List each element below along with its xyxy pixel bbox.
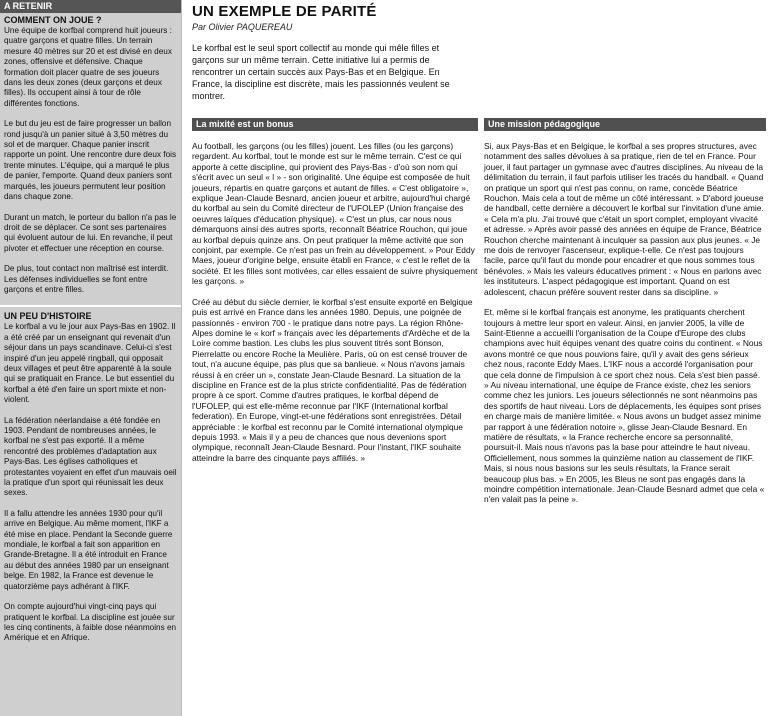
article-paragraph: Créé au début du siècle dernier, le korfbal s'est ensuite exporté en Belgique puis est arrivé en France dans les années 1980. Depuis, une poignée de passionnés - environ 700 - le pratique dans notre pays. La région Rhône-Alpes domine le « korf » français avec les départements d'Ardèche et de la Loire comme bastion. Les clubs les plus souvent titrés sont Bonson, Pierrelatte ou encore Roche la Meulière. Paris, où on est censé trouver de tout, n'a aucune équipe, pas plus que sa banlieue. « Nous n'avons jamais réussi à en créer un », constate Jean-Claude Besnard. La situation de la discipline en France est de la plus stricte confidentialité. Pas de fédération propre à ce sport. Comme d'autres pratiques, le korfbal dépend de l'UFOLEP, qui est elle-même reconnue par l'IKF (International korfbal federation). En Europe, vingt-et-une fédérations sont enregistrées. Détail appréciable : le korfbal est reconnu par le Comité international olympique depuis 1993. « Mais il y a peu de chances que nous devenions sport olympique, reconnaît Jean-Claude Besnard. Pour l'instant, l'IKF souhaite atteindre la barre des cinquante pays affiliés. » <box>192 296 473 463</box>
article-paragraph: Au football, les garçons (ou les filles) jouent. Les filles (ou les garçons) regardent. Au korfbal, tout le monde est sur le même terrain. C'est ce qui apporte à cette discipline, qui provient des Pays-Bas - d'où son nom qui s'écrit avec un seul « l » - son originalité. Une équipe est composée de huit joueurs, répartis en quatre garçons et autant de filles. « C'est obligatoire », explique Jean-Claude Besnard, ancien joueur et arbitre, aujourd'hui chargé du korfbal au sein du Comité directeur de l'UFOLEP (Union française des oeuvres laïques d'éducation physique). « C'est un plus, car nous nous démarquons ainsi des autres sports, reconnaît Béatrice Rouchon, qui joue au korfbal depuis quinze ans. On peut pratiquer la même activité que son conjoint, par exemple. Ce n'est pas un frein au développement. » Pour Eddy Maes, joueur d'origine belge, ensuite établi en France, « c'est le reflet de la société. Et les filles sont motivées, car elles essaient de suivre physiquement les garçons. » <box>192 141 478 287</box>
sidebar-section-title-history: UN PEU D'HISTOIRE <box>4 311 92 322</box>
sidebar-paragraph: Le but du jeu est de faire progresser un ballon rond jusqu'à un panier situé à 3,50 mètres du sol et de marquer. Chaque panier inscrit rapporte un point. Une rencontre dure deux fois trente minutes. L'équipe, qui a marqué le plus de panier, l'emporte. Quand deux paniers sont marqués, les joueurs permutent leur position dans chaque zone. <box>4 119 177 202</box>
left-column-heading: La mixité est un bonus <box>192 118 478 131</box>
right-column <box>484 118 766 515</box>
article-paragraph: Et, même si le korfbal français est anonyme, les pratiquants cherchent toujours à mettre leur sport en valeur. Ainsi, en janvier 2005, la ville de Saint-Etienne a accueilli l'organisation de la Coupe d'Europe des clubs champions avec huit équipes venant des quatre coins du continent. « Nous avons montré ce que nous pouvions faire, qu'il y avait des gens sérieux chez nous, raconte Eddy Maes. L'IKF nous a accordé l'organisation pour que cela donne de l'impulsion à ce sport chez nous. Cela s'est bien passé. » Au niveau international, une équipe de France existe, chez les seniors comme chez les juniors. Les joueurs sélectionnés ne sont néanmoins pas des sportifs de haut niveau. Lors de déplacements, les équipes sont prises en charge mais de manière limitée. « Nous avons un budget assez minime par rapport à une fédération notoire », glisse Jean-Claude Besnard. En matière de résultats, « la France recherche encore sa personnalité, poursuit-il. Mais nous n'avons pas la base pour atteindre le haut niveau. Officiellement, nous sommes la quinzième nation au classement de l'IKF. Mais, si nous nous basions sur les seuls résultats, la France serait beaucoup plus bas. » En 2005, les Bleus ne sont pas engagés dans la moindre compétition internationale. Jean-Claude Besnard admet que cela « n'en valait pas la peine ». <box>484 307 765 505</box>
article-paragraph: Si, aux Pays-Bas et en Belgique, le korfbal a ses propres structures, avec notamment des salles dévolues à sa pratique, rien de tel en France. Pour jouer, il faut partager un gymnase avec d'autres disciplines. Au niveau de la délimitation du terrain, il faut parfois utiliser les tracés du handball. « Quand on pratique un sport qui n'est pas connu, on rame, concède Béatrice Rouchon. Mais cela a tout de même un côté intéressant. » D'abord joueuse de handball, cette dernière a découvert le korfbal sur l'invitation d'une amie. « Cela m'a plu. J'ai trouvé que c'était un sport complet, employant vivacité et adresse. » Après avoir passé des années en équipe de France, Béatrice Rouchon cherche maintenant à inculquer sa passion aux plus jeunes. « Je me dois de renvoyer l'ascenseur, explique-t-elle. Ce n'est pas toujours facile, parce qu'il faut du monde pour encadrer et que nous sommes tous bénévoles. » Mais les valeurs éducatives priment : « Nous en parlons avec les instituteurs. L'aspect pédagogique est important. Quand on est adolescent, chacun préfère souvent rester dans sa discipline. » <box>484 141 764 297</box>
sidebar-paragraph: Le korfbal a vu le jour aux Pays-Bas en 1902. Il a été créé par un enseignant qui revenait d'un séjour dans un pays scandinave. Celui-ci s'est inspiré d'un jeu appelé ringball, qui opposait deux villages et peut être apparenté à la soule qui se pratiquait en France. Le but essentiel du korfbal a été d'en faire un sport mixte et non-violent. <box>4 322 176 405</box>
sidebar-divider <box>0 305 181 307</box>
right-column-heading: Une mission pédagogique <box>484 118 766 131</box>
article-intro: Le korfbal est le seul sport collectif au monde qui mêle filles et garçons sur un même terrain. Cette initiative lui a permis de rencontrer un certain succès aux Pays-Bas et en Belgique. En France, la discipline est discrète, mais les passionnés veulent se montrer. <box>192 43 450 101</box>
sidebar-paragraph: De plus, tout contact non maîtrisé est interdit. Les défenses individuelles se font entre garçons et entre filles. <box>4 264 169 294</box>
sidebar-paragraph: Il a fallu attendre les années 1930 pour qu'il arrive en Belgique. Au même moment, l'IKF a été mise en place. Pendant la Seconde guerre mondiale, le korfbal a fait son apparition en Grande-Bretagne. Il a été introduit en France au début des années 1980 par un enseignant belge. En 1982, la France est devenue le quatorzième pays adhérant à l'IKF. <box>4 508 173 591</box>
left-column <box>192 118 478 473</box>
sidebar-paragraph: La fédération néerlandaise a été fondée en 1903. Pendant de nombreuses années, le korfbal ne s'est pas exporté. Il a même rencontré des problèmes d'adaptation aux Pays-Bas. Les églises catholiques et protestantes voyaient en effet d'un mauvais oeil la pratique d'un sport qui réunissait les deux sexes. <box>4 415 177 498</box>
sidebar-header: A RETENIR <box>0 0 181 13</box>
sidebar-box <box>0 0 182 716</box>
sidebar-section-title-rules: COMMENT ON JOUE ? <box>4 15 102 25</box>
article-byline: Par Olivier PAQUEREAU <box>192 22 293 32</box>
article-title: UN EXEMPLE DE PARITÉ <box>192 3 377 20</box>
sidebar-paragraph: Une équipe de korfbal comprend huit joueurs : quatre garçons et quatre filles. Un terrain mesure 40 mètres sur 20 et est divisé en deux zones, offensive et défensive. Chaque formation doit placer quatre de ses joueurs dans les deux zones (deux garçons et deux filles). Ils occupent ainsi à tour de rôle différentes fonctions. <box>4 26 172 108</box>
sidebar-paragraph: Durant un match, le porteur du ballon n'a pas le droit de se déplacer. Ce sont ses partenaires qui évoluent autour de lui. En revanche, il peut pivoter et effectuer une réception en course. <box>4 212 177 253</box>
sidebar-paragraph: On compte aujourd'hui vingt-cinq pays qui pratiquent le korfbal. La discipline est jouée sur les cinq continents, à faible dose néanmoins en Amérique et en Afrique. <box>4 602 177 643</box>
